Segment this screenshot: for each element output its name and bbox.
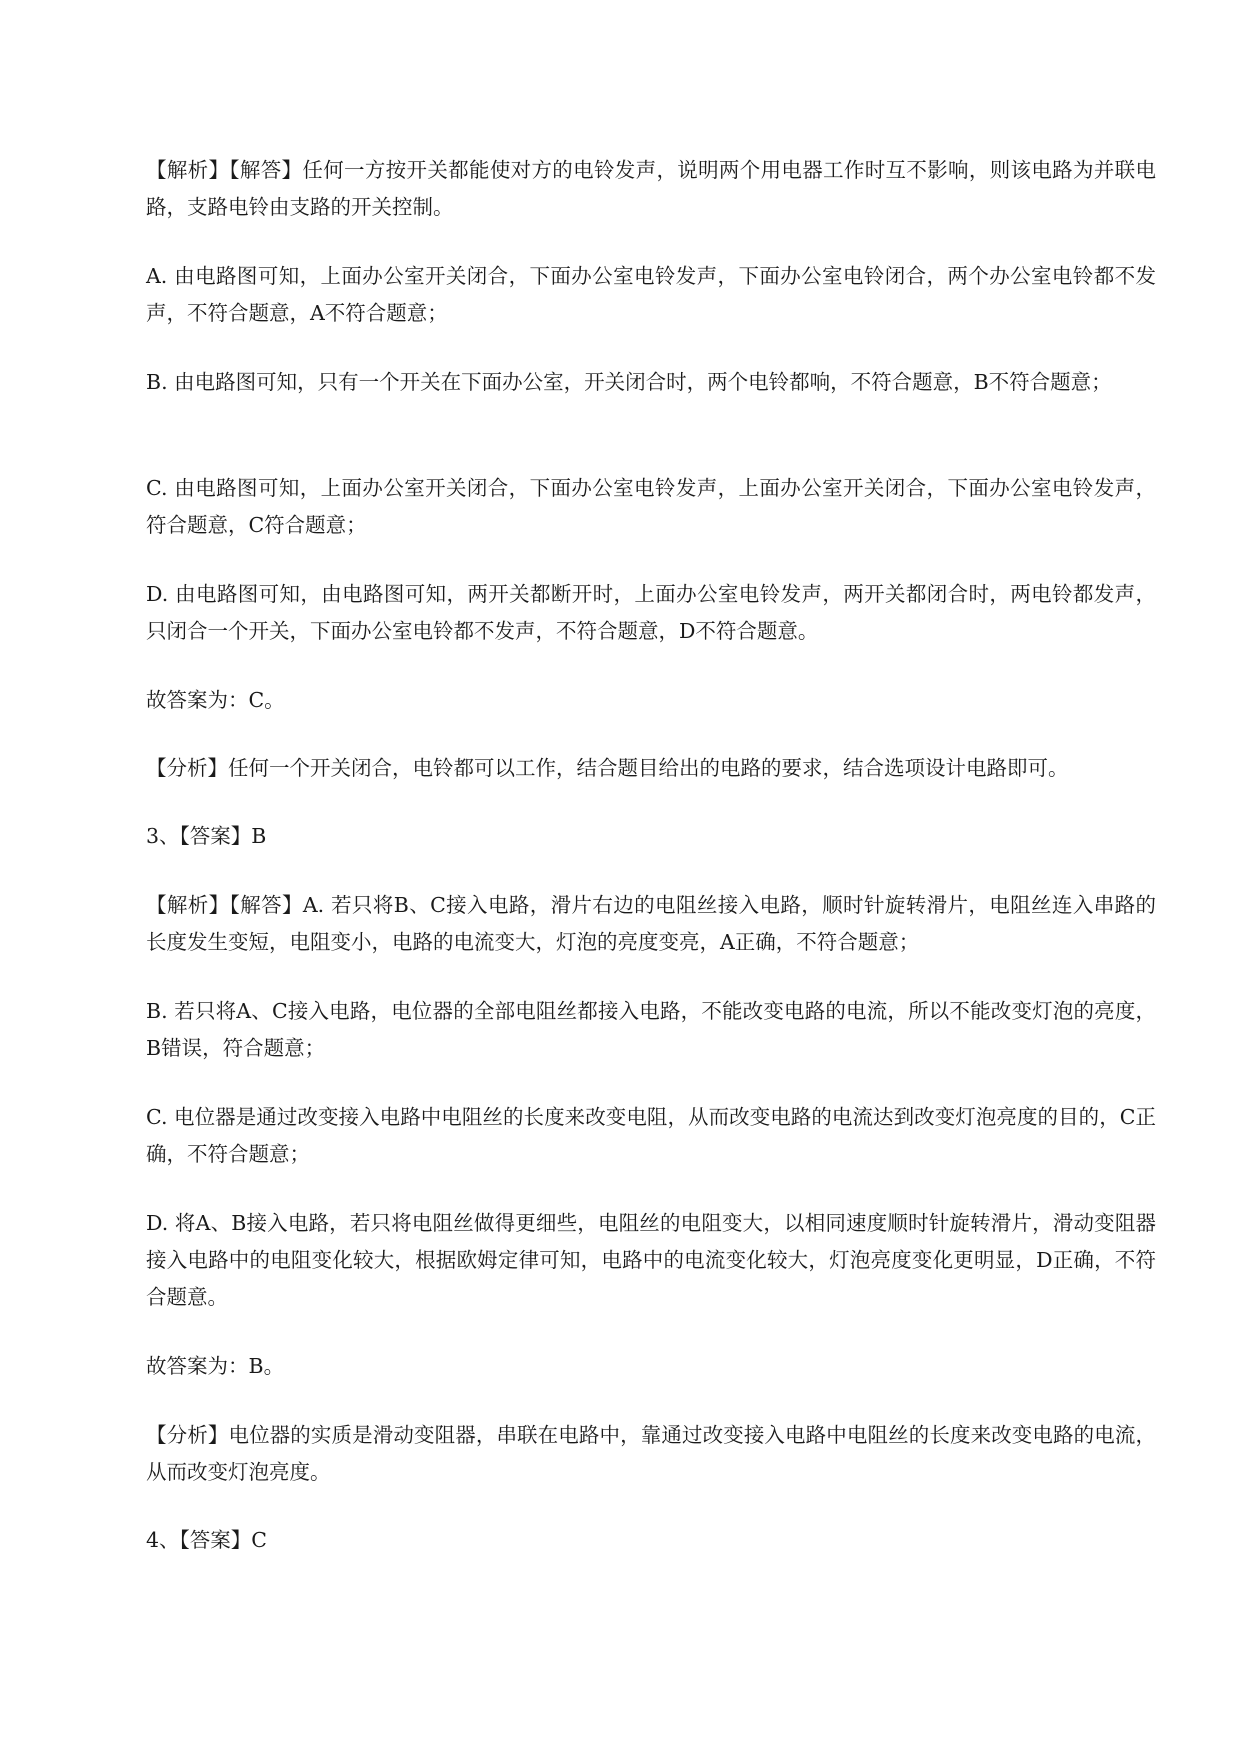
paragraph-answer-q3: 故答案为：B。 xyxy=(146,1354,285,1378)
heading-answer-q4: 4、【答案】C xyxy=(146,1528,267,1552)
paragraph-answer-q2: 故答案为：C。 xyxy=(146,688,285,712)
paragraph-option-c-q3: C. 电位器是通过改变接入电路中电阻丝的长度来改变电阻，从而改变电路的电流达到改变灯泡亮度的目的，C正确，不符合题意； xyxy=(146,1105,1156,1166)
paragraph-option-d-q2: D. 由电路图可知，由电路图可知，两开关都断开时，上面办公室电铃发声，两开关都闭合时，两电铃都发声，只闭合一个开关，下面办公室电铃都不发声，不符合题意，D不符合题意。 xyxy=(146,582,1156,643)
paragraph-analysis-q2: 【解析】【解答】任何一方按开关都能使对方的电铃发声，说明两个用电器工作时互不影响，则该电路为并联电路，支路电铃由支路的开关控制。 xyxy=(146,158,1156,219)
paragraph-option-b-q2: B. 由电路图可知，只有一个开关在下面办公室，开关闭合时，两个电铃都响，不符合题意，B不符合题意； xyxy=(146,370,1112,394)
heading-answer-q3: 3、【答案】B xyxy=(146,824,267,848)
paragraph-option-b-q3: B. 若只将A、C接入电路，电位器的全部电阻丝都接入电路，不能改变电路的电流，所以不能改变灯泡的亮度，B错误，符合题意； xyxy=(146,999,1156,1060)
paragraph-option-d-q3: D. 将A、B接入电路，若只将电阻丝做得更细些，电阻丝的电阻变大，以相同速度顺时针旋转滑片，滑动变阻器接入电路中的电阻变化较大，根据欧姆定律可知，电路中的电流变化较大，灯泡亮度变化更明显，D正确，不符合题意。 xyxy=(146,1211,1156,1309)
paragraph-option-a-q2: A. 由电路图可知，上面办公室开关闭合，下面办公室电铃发声，下面办公室电铃闭合，两个办公室电铃都不发声，不符合题意，A不符合题意； xyxy=(146,264,1156,325)
paragraph-summary-q2: 【分析】任何一个开关闭合，电铃都可以工作，结合题目给出的电路的要求，结合选项设计电路即可。 xyxy=(146,756,1069,780)
paragraph-summary-q3: 【分析】电位器的实质是滑动变阻器，串联在电路中，靠通过改变接入电路中电阻丝的长度来改变电路的电流，从而改变灯泡亮度。 xyxy=(146,1423,1156,1484)
paragraph-option-c-q2: C. 由电路图可知，上面办公室开关闭合，下面办公室电铃发声，上面办公室开关闭合，下面办公室电铃发声，符合题意，C符合题意； xyxy=(146,476,1156,537)
paragraph-analysis-q3: 【解析】【解答】A. 若只将B、C接入电路，滑片右边的电阻丝接入电路，顺时针旋转滑片，电阻丝连入串路的长度发生变短，电阻变小，电路的电流变大，灯泡的亮度变亮，A正确，不符合题意； xyxy=(146,893,1156,954)
